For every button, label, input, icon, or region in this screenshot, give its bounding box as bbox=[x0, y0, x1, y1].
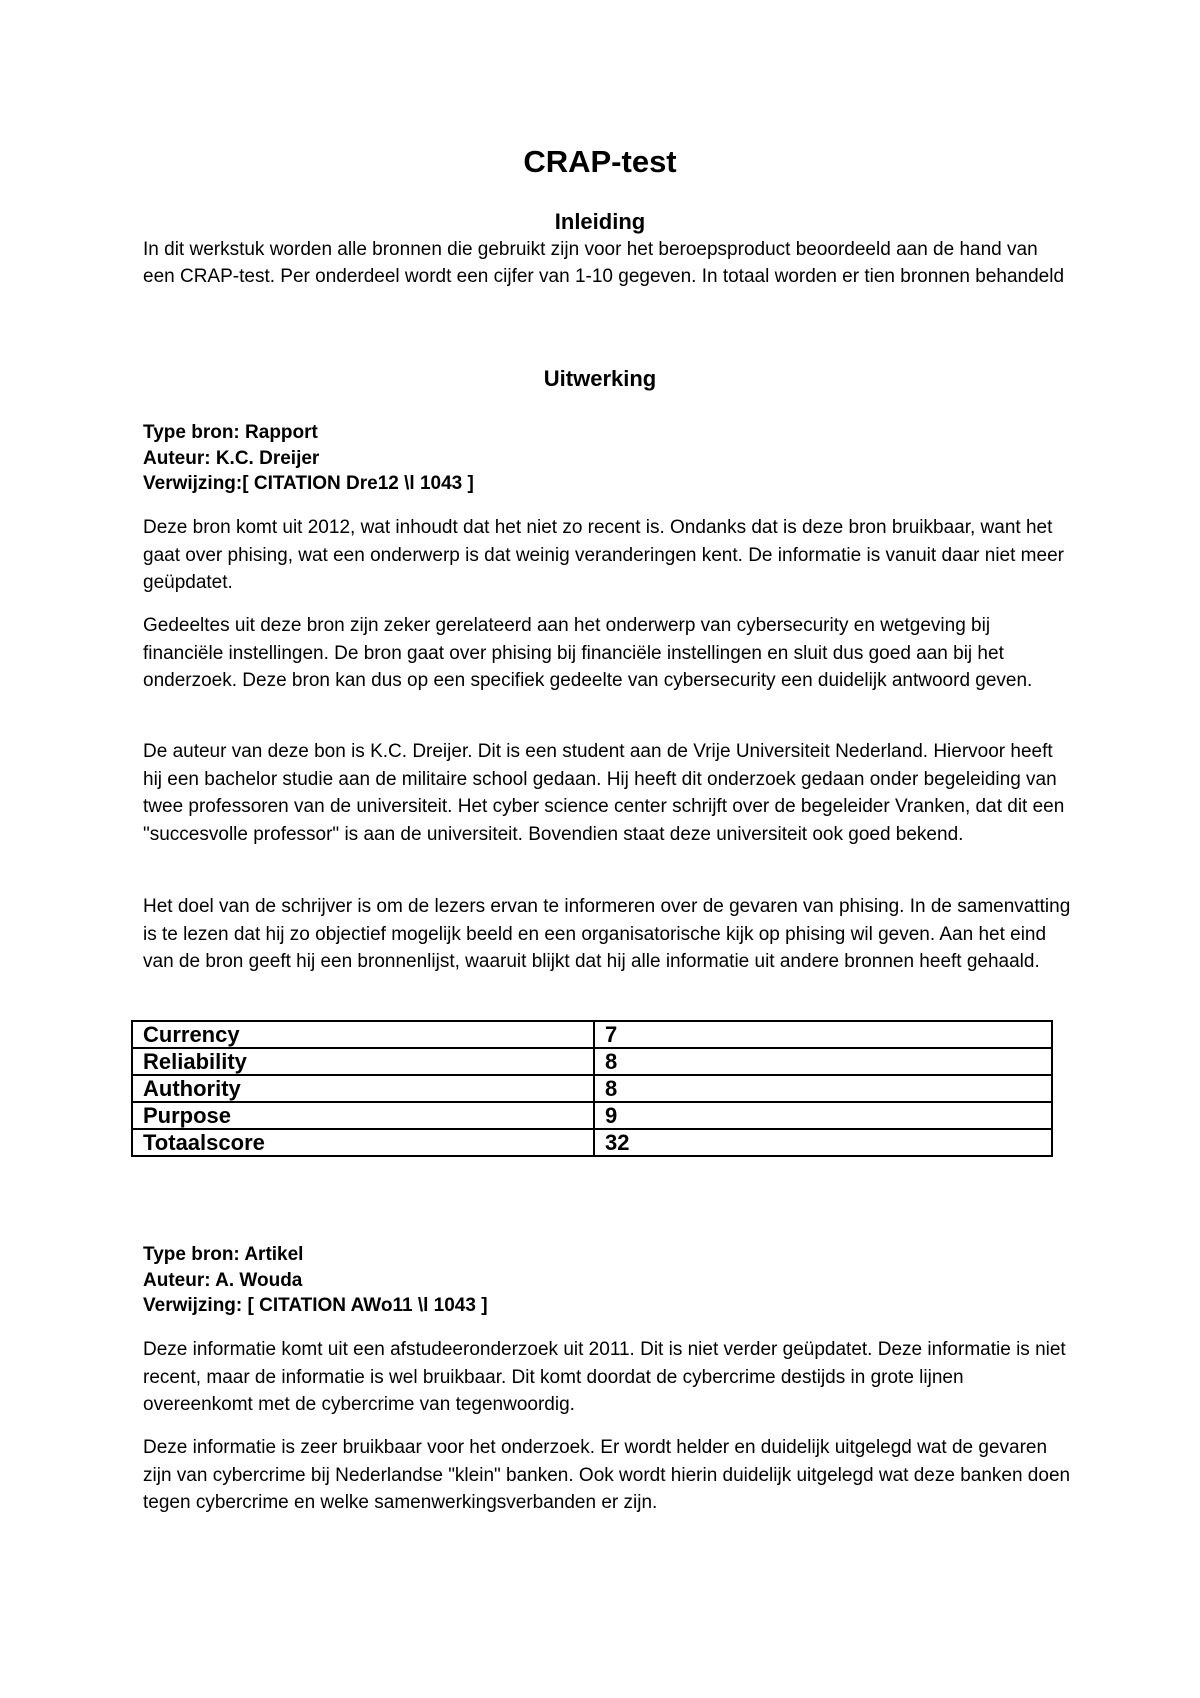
source-type: Type bron: Artikel bbox=[143, 1244, 304, 1265]
table-row bbox=[132, 1021, 1052, 1048]
source-2-meta bbox=[143, 1242, 1073, 1319]
score-value: 7 bbox=[594, 1021, 1052, 1048]
table-row bbox=[132, 1075, 1052, 1102]
source-1-paragraph: Gedeeltes uit deze bron zijn zeker gerelateerd aan het onderwerp van cybersecurity en wetgeving bij financiële instellingen. De bron gaat over phising bij financiële instellingen en sluit dus goed aan bij het onderzoek. Deze bron kan dus op een specifiek gedeelte van cybersecurity een duidelijk antwoord geven. bbox=[143, 615, 1033, 691]
score-label: Purpose bbox=[132, 1102, 594, 1129]
score-label: Reliability bbox=[132, 1048, 594, 1075]
score-value: 32 bbox=[594, 1129, 1052, 1156]
score-value: 8 bbox=[594, 1075, 1052, 1102]
source-1-paragraph: De auteur van deze bon is K.C. Dreijer. Dit is een student aan de Vrije Universiteit Nederland. Hiervoor heeft hij een bachelor studie aan de militaire school gedaan. Hij heeft dit onderzoek gedaan onder begeleiding van twee professoren van de universiteit. Het cyber science center schrijft over de begeleider Vranken, dat dit een "succesvolle professor" is aan de universiteit. Bovendien staat deze universiteit ook goed bekend. bbox=[143, 741, 1065, 845]
intro-heading: Inleiding bbox=[554, 209, 646, 234]
source-2-paragraph: Deze informatie is zeer bruikbaar voor het onderzoek. Er wordt helder en duidelijk uitgelegd wat de gevaren zijn van cybercrime bij Nederlandse "klein" banken. Ook wordt hierin duidelijk uitgelegd wat deze banken doen tegen cybercrime en welke samenwerkingsverbanden er zijn. bbox=[143, 1437, 1071, 1513]
document-title: CRAP-test bbox=[523, 144, 677, 179]
section-heading: Uitwerking bbox=[543, 366, 657, 391]
source-1-meta bbox=[143, 420, 1073, 497]
source-author: Auteur: A. Wouda bbox=[143, 1269, 303, 1291]
score-value: 9 bbox=[594, 1102, 1052, 1129]
score-label: Currency bbox=[132, 1021, 594, 1048]
source-2-paragraph: Deze informatie komt uit een afstudeeronderzoek uit 2011. Dit is niet verder geüpdatet. Deze informatie is niet recent, maar de informatie is wel bruikbaar. Dit komt doordat de cybercrime destijds in grote lijnen overeenkomt met de cybercrime van tegenwoordig. bbox=[143, 1339, 1066, 1415]
intro-text: In dit werkstuk worden alle bronnen die gebruikt zijn voor het beroepsproduct beoordeeld aan de hand van een CRAP-test. Per onderdeel wordt een cijfer van 1-10 gegeven. In totaal worden er tien bronnen behandeld bbox=[143, 239, 1065, 287]
score-table bbox=[131, 1020, 1053, 1157]
table-row bbox=[132, 1048, 1052, 1075]
source-1-paragraph: Deze bron komt uit 2012, wat inhoudt dat het niet zo recent is. Ondanks dat is deze bron bruikbaar, want het gaat over phising, wat een onderwerp is dat weinig veranderingen kent. De informatie is vanuit daar niet meer geüpdatet. bbox=[143, 517, 1064, 593]
source-type: Type bron: Rapport bbox=[143, 422, 318, 443]
source-author: Auteur: K.C. Dreijer bbox=[143, 447, 320, 469]
score-value: 8 bbox=[594, 1048, 1052, 1075]
source-1-paragraph: Het doel van de schrijver is om de lezers ervan te informeren over de gevaren van phising. In de samenvatting is te lezen dat hij zo objectief mogelijk beeld en een organisatorische kijk op phising wil geven. Aan het eind van de bron geeft hij een bronnenlijst, waaruit blijkt dat hij alle informatie uit andere bronnen heeft gehaald. bbox=[143, 896, 1071, 972]
table-row bbox=[132, 1102, 1052, 1129]
score-label: Authority bbox=[132, 1075, 594, 1102]
source-reference: Verwijzing: [ CITATION AWo11 \l 1043 ] bbox=[143, 1295, 488, 1316]
score-label: Totaalscore bbox=[132, 1129, 594, 1156]
source-reference: Verwijzing:[ CITATION Dre12 \l 1043 ] bbox=[143, 473, 474, 494]
table-row bbox=[132, 1129, 1052, 1156]
